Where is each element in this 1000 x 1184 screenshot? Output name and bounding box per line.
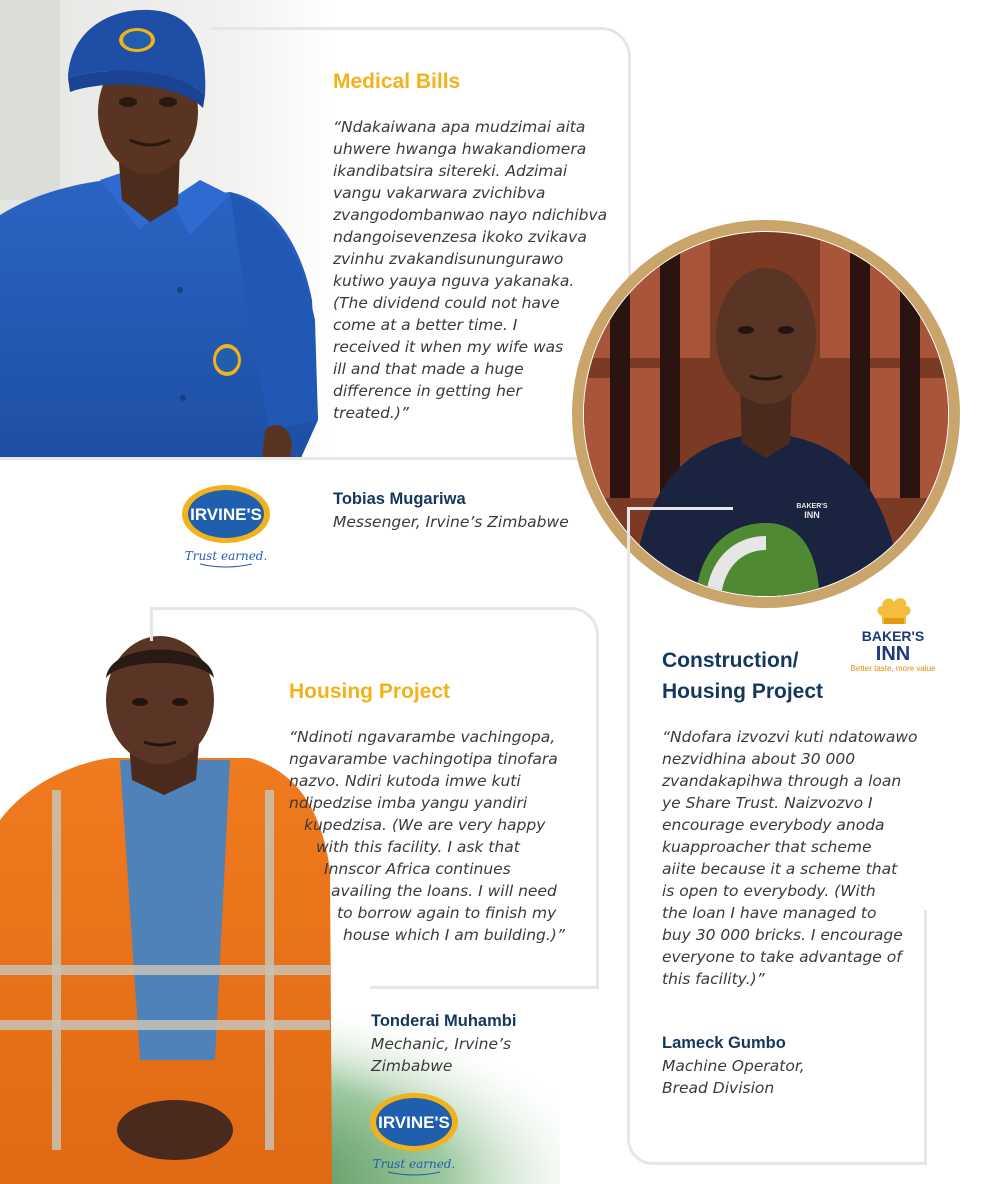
tobias-name: Tobias Mugariwa [333, 490, 466, 508]
housing-heading: Housing Project [289, 680, 451, 703]
housing-quote-line: Innscor Africa continues [324, 860, 511, 878]
bakers-inn-line1: BAKER'S [861, 628, 925, 644]
frame-right-segment [924, 910, 927, 1165]
irvines-tagline: Trust earned. [184, 549, 268, 563]
tonderai-name: Tonderai Muhambi [371, 1012, 517, 1030]
lameck-name: Lameck Gumbo [662, 1034, 786, 1052]
housing-quote-line: to borrow again to finish my [337, 904, 557, 922]
bakers-inn-logo [846, 596, 940, 676]
housing-quote-line: “Ndinoti ngavarambe vachingopa, [289, 728, 556, 746]
tobias-role: Messenger, Irvine’s Zimbabwe [333, 513, 569, 531]
irvines-logo [180, 484, 272, 570]
frame-left-segment [150, 607, 153, 641]
shirt-badge-line2: INN [804, 510, 820, 520]
housing-quote-line: nazvo. Ndiri kutoda imwe kuti [289, 772, 521, 790]
medical-bills-quote: “Ndakaiwana apa mudzimai aita uhwere hwanga hwakandiomera ikandibatsira sitereki. Adzimai vangu vakarwara zvichibva zvangodombanwao nayo ndichibva ndangoisevenzesa ikoko zvikava zvinhu zvakandisunungurawo kutiwo yauya nguva yakanaka. (The dividend could not have come at a better time. I received it when my wife was ill and that made a huge difference in getting her treated.)” [333, 118, 608, 422]
frame-divider [0, 457, 560, 460]
construction-quote: “Ndofara izvozvi kuti ndatowawo nezvidhina about 30 000 zvandakapihwa through a loan ye Share Trust. Naizvozvo I encourage everybody anoda kuapproacher that scheme aiite because it a scheme that is open to everybody. (With the loan I have managed to buy 30 000 bricks. I encourage everyone to take advantage of this facility.)” [662, 728, 918, 988]
medical-bills-heading: Medical Bills [333, 70, 461, 93]
shirt-badge-line1: BAKER'S [796, 503, 828, 510]
irvines-wordmark: IRVINE'S [190, 505, 262, 524]
frame-top-segment [627, 507, 733, 510]
housing-quote-line: kupedzisa. (We are very happy [304, 816, 546, 834]
construction-heading-line1: Construction/ [662, 649, 799, 672]
lameck-role: Machine Operator, Bread Division [662, 1057, 805, 1097]
housing-quote-line: ngavarambe vachingotipa tinofara [289, 750, 558, 768]
housing-quote-line: house which I am building.)” [343, 926, 565, 944]
tonderai-role: Mechanic, Irvine’s Zimbabwe [371, 1035, 512, 1075]
irvines-tagline: Trust earned. [372, 1157, 456, 1171]
irvines-logo [368, 1092, 460, 1178]
housing-quote-line: ndipedzise imba yangu yandiri [289, 794, 528, 812]
housing-quote-line: with this facility. I ask that [316, 838, 520, 856]
construction-heading-line2: Housing Project [662, 680, 824, 703]
irvines-wordmark: IRVINE'S [378, 1113, 450, 1132]
bakers-inn-line2: INN [875, 643, 911, 665]
chef-hat-icon [878, 598, 911, 624]
housing-quote-line: availing the loans. I will need [331, 882, 557, 900]
bakers-inn-tagline: Better taste, more value [850, 664, 936, 673]
frame-bottom-segment [370, 986, 599, 989]
